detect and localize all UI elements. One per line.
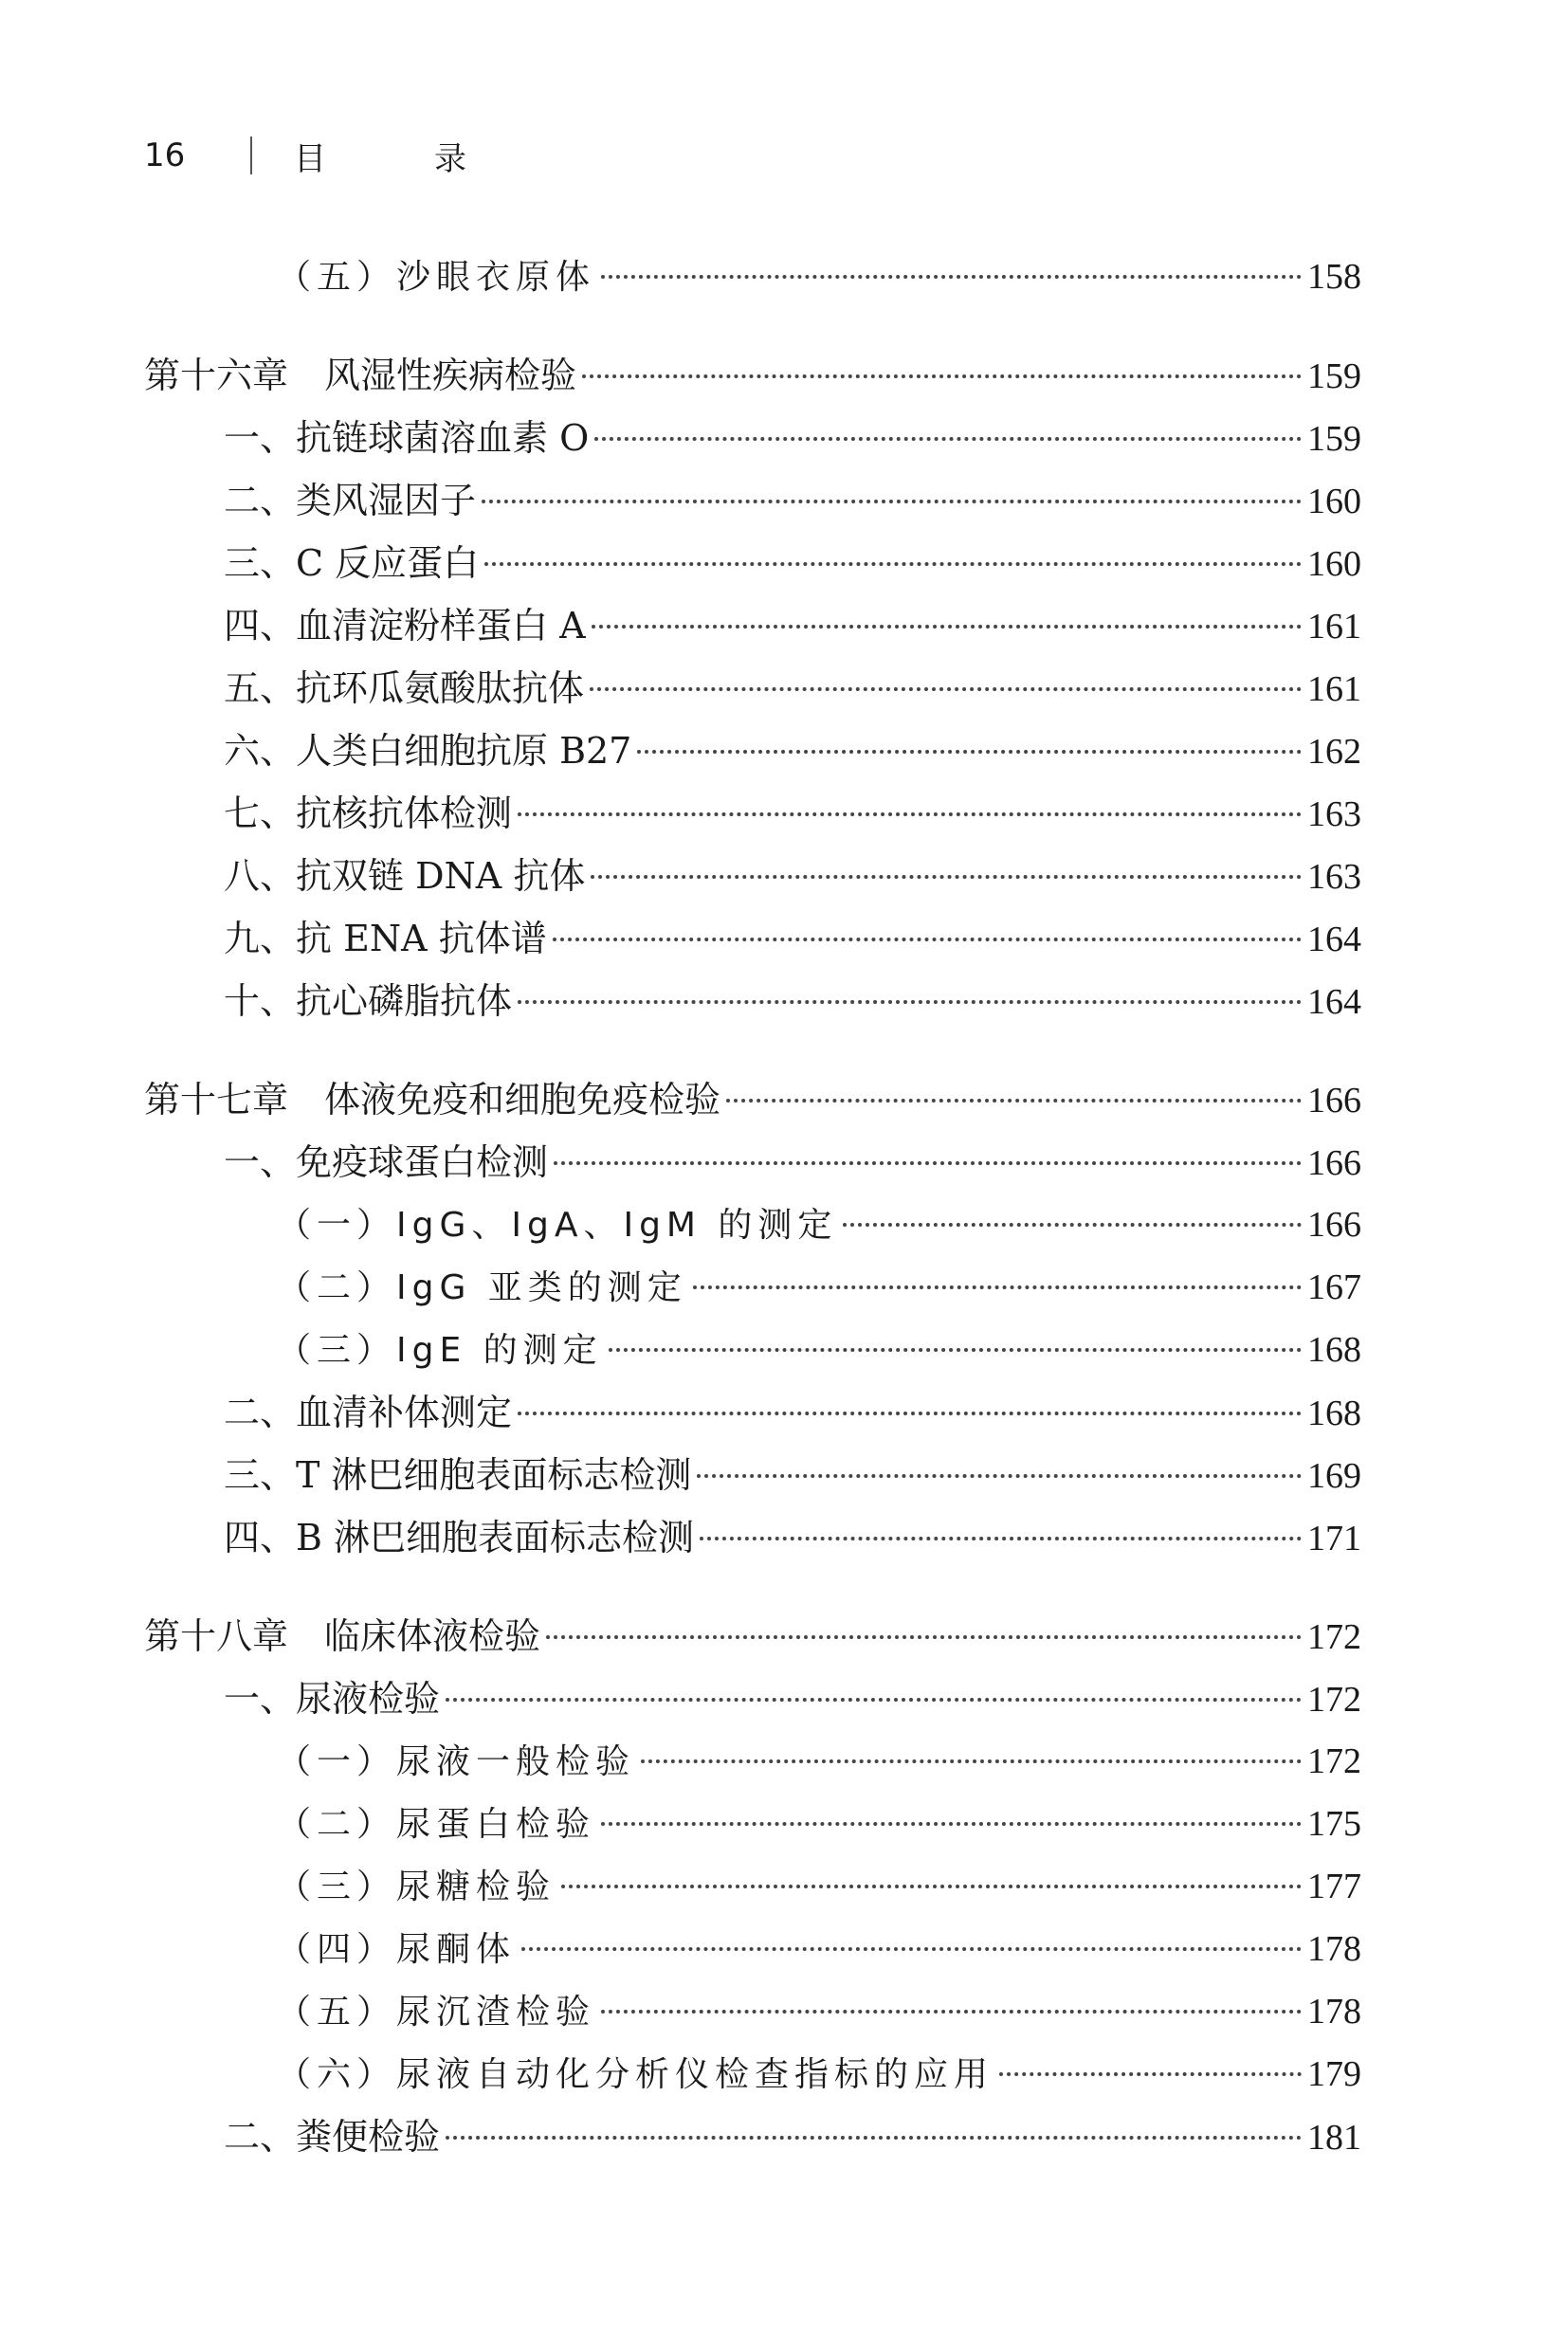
toc-entry-label: （三）尿糖检验 bbox=[277, 1868, 556, 1906]
toc-entry-page-number: 172 bbox=[1307, 1680, 1361, 1720]
toc-entry-page-number: 178 bbox=[1307, 1992, 1361, 2032]
toc-dot-leader bbox=[582, 374, 1302, 378]
toc-entry-label: （一）IgG、IgA、IgM 的测定 bbox=[277, 1206, 838, 1245]
toc-entry-section[interactable] bbox=[224, 1136, 1361, 1189]
toc-entry-page-number: 179 bbox=[1307, 2054, 1361, 2094]
toc-entry-section[interactable] bbox=[224, 849, 1361, 902]
toc-entry-section[interactable] bbox=[224, 912, 1361, 965]
toc-entry-label: 七、抗核抗体检测 bbox=[224, 793, 513, 834]
toc-entry-section[interactable] bbox=[224, 1449, 1361, 1502]
toc-dot-leader bbox=[999, 2072, 1302, 2076]
toc-entry-label: 第十七章 体液免疫和细胞免疫检验 bbox=[144, 1079, 721, 1121]
toc-entry-chapter[interactable] bbox=[144, 1073, 1361, 1126]
toc-dot-leader bbox=[518, 1000, 1302, 1004]
toc-entry-label: 五、抗环瓜氨酸肽抗体 bbox=[224, 667, 585, 709]
toc-entry-label: （五）尿沉渣检验 bbox=[277, 1993, 596, 2032]
toc-entry-page-number: 163 bbox=[1307, 794, 1361, 834]
toc-entry-section[interactable] bbox=[224, 599, 1361, 652]
toc-entry-page-number: 161 bbox=[1307, 669, 1361, 709]
toc-entry-label: 六、人类白细胞抗原 B27 bbox=[224, 730, 632, 772]
toc-entry-label: （四）尿酮体 bbox=[277, 1930, 517, 1969]
toc-entry-page-number: 159 bbox=[1307, 356, 1361, 396]
toc-entry-sub[interactable] bbox=[277, 1735, 1361, 1788]
toc-entry-page-number: 169 bbox=[1307, 1456, 1361, 1496]
toc-entry-sub[interactable] bbox=[277, 1198, 1361, 1251]
toc-dot-leader bbox=[554, 1161, 1302, 1165]
toc-entry-page-number: 161 bbox=[1307, 607, 1361, 647]
toc-entry-sub[interactable] bbox=[277, 1985, 1361, 2038]
toc-entry-sub[interactable] bbox=[277, 1860, 1361, 1913]
toc-entry-page-number: 168 bbox=[1307, 1330, 1361, 1370]
toc-entry-label: （六）尿液自动化分析仪检查指标的应用 bbox=[277, 2055, 994, 2094]
toc-entry-sub[interactable] bbox=[277, 1923, 1361, 1976]
toc-entry-section[interactable] bbox=[224, 2110, 1361, 2163]
toc-dot-leader bbox=[700, 1537, 1302, 1540]
toc-entry-label: 三、T 淋巴细胞表面标志检测 bbox=[224, 1454, 692, 1496]
toc-entry-label: （五）沙眼衣原体 bbox=[277, 258, 596, 297]
toc-entry-section[interactable] bbox=[224, 537, 1361, 590]
toc-entry-page-number: 171 bbox=[1307, 1519, 1361, 1558]
toc-entry-label: 二、类风湿因子 bbox=[224, 480, 477, 521]
toc-dot-leader bbox=[591, 875, 1302, 879]
toc-entry-label: （二）IgG 亚类的测定 bbox=[277, 1268, 687, 1307]
toc-dot-leader bbox=[446, 1698, 1302, 1702]
toc-dot-leader bbox=[546, 1635, 1302, 1639]
toc-dot-leader bbox=[592, 625, 1302, 629]
toc-entry-page-number: 162 bbox=[1307, 732, 1361, 772]
toc-dot-leader bbox=[726, 1099, 1302, 1103]
toc-entry-chapter[interactable] bbox=[144, 1610, 1361, 1663]
toc-dot-leader bbox=[553, 938, 1302, 941]
toc-dot-leader bbox=[518, 812, 1302, 816]
toc-entry-page-number: 164 bbox=[1307, 920, 1361, 959]
toc-dot-leader bbox=[609, 1348, 1302, 1352]
toc-dot-leader bbox=[590, 687, 1302, 691]
toc-dot-leader bbox=[637, 750, 1302, 754]
toc-entry-page-number: 166 bbox=[1307, 1205, 1361, 1245]
toc-entry-page-number: 181 bbox=[1307, 2118, 1361, 2158]
toc-dot-leader bbox=[843, 1223, 1302, 1227]
toc-entry-label: 八、抗双链 DNA 抗体 bbox=[224, 855, 586, 897]
toc-entry-label: 一、免疫球蛋白检测 bbox=[224, 1141, 549, 1183]
toc-entry-label: 四、血清淀粉样蛋白 A bbox=[224, 605, 586, 647]
toc-entry-page-number: 166 bbox=[1307, 1143, 1361, 1183]
toc-dot-leader bbox=[446, 2136, 1302, 2140]
toc-dot-leader bbox=[693, 1285, 1302, 1289]
toc-entry-label: 四、B 淋巴细胞表面标志检测 bbox=[224, 1517, 695, 1558]
toc-entry-sub[interactable] bbox=[277, 1323, 1361, 1376]
toc-entry-label: 一、抗链球菌溶血素 O bbox=[224, 417, 590, 459]
toc-entry-label: 第十八章 临床体液检验 bbox=[144, 1615, 541, 1657]
toc-dot-leader bbox=[697, 1474, 1302, 1478]
toc-entry-section[interactable] bbox=[224, 724, 1361, 777]
toc-dot-leader bbox=[601, 1822, 1302, 1826]
toc-dot-leader bbox=[521, 1947, 1302, 1951]
toc-entry-sub[interactable] bbox=[277, 2048, 1361, 2101]
toc-entry-sub[interactable] bbox=[277, 250, 1361, 303]
toc-entry-label: （三）IgE 的测定 bbox=[277, 1331, 603, 1370]
page-number: 16 bbox=[144, 137, 186, 174]
toc-entry-label: （一）尿液一般检验 bbox=[277, 1742, 636, 1781]
toc-dot-leader bbox=[561, 1885, 1302, 1888]
toc-entry-section[interactable] bbox=[224, 1386, 1361, 1439]
toc-entry-page-number: 158 bbox=[1307, 257, 1361, 297]
toc-entry-chapter[interactable] bbox=[144, 349, 1361, 402]
toc-entry-page-number: 160 bbox=[1307, 482, 1361, 521]
toc-dot-leader bbox=[594, 437, 1302, 441]
toc-entry-label: 二、血清补体测定 bbox=[224, 1392, 513, 1433]
toc-entry-page-number: 164 bbox=[1307, 982, 1361, 1022]
header-title: 目 录 bbox=[294, 139, 504, 178]
toc-entry-label: 十、抗心磷脂抗体 bbox=[224, 980, 513, 1022]
toc-entry-sub[interactable] bbox=[277, 1261, 1361, 1314]
toc-entry-page-number: 172 bbox=[1307, 1617, 1361, 1657]
toc-entry-page-number: 167 bbox=[1307, 1267, 1361, 1307]
toc-dot-leader bbox=[601, 275, 1302, 279]
toc-entry-page-number: 177 bbox=[1307, 1867, 1361, 1906]
toc-dot-leader bbox=[518, 1412, 1302, 1415]
toc-entry-section[interactable] bbox=[224, 1511, 1361, 1564]
toc-entry-page-number: 166 bbox=[1307, 1081, 1361, 1121]
toc-entry-label: 二、粪便检验 bbox=[224, 2116, 441, 2158]
toc-entry-label: 一、尿液检验 bbox=[224, 1678, 441, 1720]
toc-entry-page-number: 163 bbox=[1307, 857, 1361, 897]
toc-dot-leader bbox=[484, 562, 1302, 566]
toc-entry-label: （二）尿蛋白检验 bbox=[277, 1805, 596, 1844]
toc-entry-page-number: 160 bbox=[1307, 544, 1361, 584]
toc-entry-section[interactable] bbox=[224, 411, 1361, 465]
toc-dot-leader bbox=[482, 500, 1302, 503]
toc-entry-section[interactable] bbox=[224, 474, 1361, 527]
toc-entry-label: 九、抗 ENA 抗体谱 bbox=[224, 918, 547, 959]
toc-entry-page-number: 172 bbox=[1307, 1741, 1361, 1781]
toc-entry-page-number: 159 bbox=[1307, 419, 1361, 459]
toc-entry-page-number: 175 bbox=[1307, 1804, 1361, 1844]
toc-entry-page-number: 168 bbox=[1307, 1394, 1361, 1433]
toc-dot-leader bbox=[601, 2010, 1302, 2014]
toc-entry-section[interactable] bbox=[224, 1672, 1361, 1725]
toc-entry-label: 三、C 反应蛋白 bbox=[224, 542, 480, 584]
toc-entry-section[interactable] bbox=[224, 975, 1361, 1028]
toc-entry-sub[interactable] bbox=[277, 1797, 1361, 1850]
toc-entry-label: 第十六章 风湿性疾病检验 bbox=[144, 355, 577, 396]
toc-dot-leader bbox=[641, 1759, 1302, 1763]
toc-entry-section[interactable] bbox=[224, 787, 1361, 840]
toc-entry-section[interactable] bbox=[224, 662, 1361, 715]
toc-entry-page-number: 178 bbox=[1307, 1929, 1361, 1969]
